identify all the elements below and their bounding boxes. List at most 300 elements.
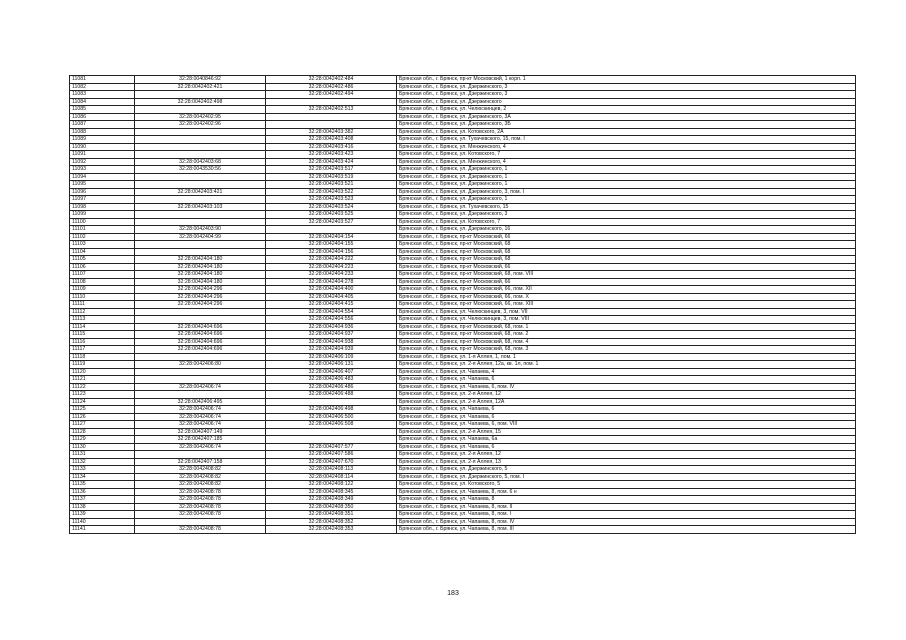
address-cell: Брянская обл., г. Брянск, ул. 2-я Аллея, 13 [397, 458, 856, 466]
table-row [70, 151, 856, 159]
row-number-cell: 11103 [70, 241, 135, 249]
row-number-cell: 11141 [70, 526, 135, 534]
address-cell: Брянская обл., г. Брянск, ул. Дзержинского, 3 [397, 83, 856, 91]
object-cadastral-cell: 32:28:0042404:222 [266, 256, 397, 264]
object-cadastral-cell: 32:28:0042404:156 [266, 248, 397, 256]
table-row [70, 248, 856, 256]
table-row [70, 286, 856, 294]
row-number-cell: 11128 [70, 428, 135, 436]
parcel-cadastral-cell: 32:28:0042403:68 [135, 158, 266, 166]
object-cadastral-cell: 32:28:0042403:522 [266, 188, 397, 196]
object-cadastral-cell: 32:28:0042406:407 [266, 368, 397, 376]
row-number-cell: 11105 [70, 256, 135, 264]
parcel-cadastral-cell: 32:28:0042406:74 [135, 383, 266, 391]
table-row [70, 196, 856, 204]
table-row [70, 496, 856, 504]
row-number-cell: 11129 [70, 436, 135, 444]
object-cadastral-cell [266, 436, 397, 444]
address-cell: Брянская обл., г. Брянск, пр-кт Московский, 66, пом. XII [397, 286, 856, 294]
row-number-cell: 11108 [70, 278, 135, 286]
object-cadastral-cell: 32:28:0042404:400 [266, 286, 397, 294]
parcel-cadastral-cell: 32:28:0040846:92 [135, 76, 266, 84]
table-row [70, 293, 856, 301]
row-number-cell: 11113 [70, 316, 135, 324]
table-row [70, 181, 856, 189]
parcel-cadastral-cell: 32:28:0042408:82 [135, 466, 266, 474]
address-cell: Брянская обл., г. Брянск, ул. Котовского, 2А [397, 128, 856, 136]
register-table [69, 75, 856, 534]
address-cell: Брянская обл., г. Брянск, пр-кт Московский, 68 [397, 241, 856, 249]
parcel-cadastral-cell: 32:28:0042404:296 [135, 301, 266, 309]
table-row [70, 83, 856, 91]
parcel-cadastral-cell [135, 308, 266, 316]
parcel-cadastral-cell [135, 91, 266, 99]
parcel-cadastral-cell: 32:28:0042403:421 [135, 188, 266, 196]
address-cell: Брянская обл., г. Брянск, ул. 2-я Аллея, 12 [397, 391, 856, 399]
table-row [70, 361, 856, 369]
row-number-cell: 11087 [70, 121, 135, 129]
row-number-cell: 11112 [70, 308, 135, 316]
parcel-cadastral-cell: 32:28:0042407:185 [135, 436, 266, 444]
parcel-cadastral-cell: 32:28:0042408:82 [135, 473, 266, 481]
row-number-cell: 11126 [70, 413, 135, 421]
parcel-cadastral-cell [135, 181, 266, 189]
table-row [70, 166, 856, 174]
row-number-cell: 11116 [70, 338, 135, 346]
parcel-cadastral-cell [135, 518, 266, 526]
table-row [70, 323, 856, 331]
object-cadastral-cell: 32:28:0042403:524 [266, 203, 397, 211]
object-cadastral-cell: 32:28:0042406:131 [266, 361, 397, 369]
object-cadastral-cell: 32:28:0042403:519 [266, 173, 397, 181]
address-cell: Брянская обл., г. Брянск, ул. Дзержинского, 1 [397, 196, 856, 204]
parcel-cadastral-cell: 32:28:0042406:74 [135, 421, 266, 429]
table-row [70, 503, 856, 511]
table-row [70, 368, 856, 376]
parcel-cadastral-cell [135, 218, 266, 226]
table-row [70, 211, 856, 219]
table-row [70, 413, 856, 421]
row-number-cell: 11114 [70, 323, 135, 331]
parcel-cadastral-cell: 32:28:0042404:296 [135, 286, 266, 294]
address-cell: Брянская обл., г. Брянск, ул. Дзержинского, 1 [397, 173, 856, 181]
table-row [70, 143, 856, 151]
object-cadastral-cell: 32:28:0042406:483 [266, 376, 397, 384]
object-cadastral-cell: 32:28:0042404:556 [266, 316, 397, 324]
row-number-cell: 11098 [70, 203, 135, 211]
parcel-cadastral-cell: 32:28:0042406:495 [135, 398, 266, 406]
table-row [70, 458, 856, 466]
row-number-cell: 11096 [70, 188, 135, 196]
parcel-cadastral-cell [135, 368, 266, 376]
table-row [70, 113, 856, 121]
parcel-cadastral-cell [135, 248, 266, 256]
table-row [70, 91, 856, 99]
table-row [70, 226, 856, 234]
parcel-cadastral-cell: 32:28:0042403:103 [135, 203, 266, 211]
object-cadastral-cell: 32:28:0042408:352 [266, 518, 397, 526]
object-cadastral-cell: 32:28:0042408:113 [266, 466, 397, 474]
row-number-cell: 11140 [70, 518, 135, 526]
row-number-cell: 11110 [70, 293, 135, 301]
address-cell: Брянская обл., г. Брянск, пр-кт Московский, 1 корп. 1 [397, 76, 856, 84]
address-cell: Брянская обл., г. Брянск, ул. Чапаева, 8, пом. III [397, 526, 856, 534]
table-row [70, 398, 856, 406]
object-cadastral-cell [266, 98, 397, 106]
object-cadastral-cell: 32:28:0042408:345 [266, 488, 397, 496]
object-cadastral-cell: 32:28:0042406:109 [266, 353, 397, 361]
row-number-cell: 11127 [70, 421, 135, 429]
row-number-cell: 11088 [70, 128, 135, 136]
row-number-cell: 11121 [70, 376, 135, 384]
table-row [70, 511, 856, 519]
table-row [70, 241, 856, 249]
address-cell: Брянская обл., г. Брянск, ул. Дзержинского, 1 [397, 166, 856, 174]
row-number-cell: 11124 [70, 398, 135, 406]
object-cadastral-cell: 32:28:0042404:554 [266, 308, 397, 316]
address-cell: Брянская обл., г. Брянск, ул. Чапаева, 8 [397, 496, 856, 504]
parcel-cadastral-cell: 32:28:0042408:78 [135, 496, 266, 504]
parcel-cadastral-cell: 32:28:0042404:696 [135, 323, 266, 331]
row-number-cell: 11106 [70, 263, 135, 271]
table-row [70, 353, 856, 361]
table-row [70, 383, 856, 391]
parcel-cadastral-cell: 32:28:0042406:74 [135, 443, 266, 451]
table-row [70, 271, 856, 279]
row-number-cell: 11118 [70, 353, 135, 361]
table-row [70, 301, 856, 309]
object-cadastral-cell: 32:28:0042404:939 [266, 346, 397, 354]
row-number-cell: 11123 [70, 391, 135, 399]
object-cadastral-cell: 32:28:0042407:586 [266, 451, 397, 459]
row-number-cell: 11117 [70, 346, 135, 354]
parcel-cadastral-cell: 32:28:0042404:296 [135, 293, 266, 301]
object-cadastral-cell: 32:28:0042404:415 [266, 301, 397, 309]
parcel-cadastral-cell: 32:28:0042407:158 [135, 458, 266, 466]
table-row [70, 76, 856, 84]
table-row [70, 128, 856, 136]
parcel-cadastral-cell: 32:28:0042402:421 [135, 83, 266, 91]
object-cadastral-cell: 32:28:0042406:488 [266, 391, 397, 399]
row-number-cell: 11135 [70, 481, 135, 489]
table-row [70, 518, 856, 526]
address-cell: Брянская обл., г. Брянск, ул. Чапаева, 6 [397, 413, 856, 421]
object-cadastral-cell: 32:28:0042402:484 [266, 76, 397, 84]
object-cadastral-cell: 32:28:0042408:350 [266, 503, 397, 511]
address-cell: Брянская обл., г. Брянск, пр-кт Московский, 68 [397, 248, 856, 256]
parcel-cadastral-cell [135, 136, 266, 144]
object-cadastral-cell: 32:28:0042403:416 [266, 143, 397, 151]
parcel-cadastral-cell: 32:28:0042408:78 [135, 488, 266, 496]
address-cell: Брянская обл., г. Брянск, ул. 2-я Аллея, 12а, кв. 1л, пом. 1 [397, 361, 856, 369]
row-number-cell: 11122 [70, 383, 135, 391]
object-cadastral-cell: 32:28:0042407:577 [266, 443, 397, 451]
object-cadastral-cell: 32:28:0042404:937 [266, 331, 397, 339]
address-cell: Брянская обл., г. Брянск, пр-кт Московский, 66 [397, 278, 856, 286]
object-cadastral-cell: 32:28:0042404:405 [266, 293, 397, 301]
address-cell: Брянская обл., г. Брянск, пр-кт Московский, 66, пом. XIII [397, 301, 856, 309]
address-cell: Брянская обл., г. Брянск, ул. Чапаева, 8, пом. IV [397, 518, 856, 526]
object-cadastral-cell [266, 121, 397, 129]
row-number-cell: 11099 [70, 211, 135, 219]
address-cell: Брянская обл., г. Брянск, пр-кт Московский, 68, пом. VIII [397, 271, 856, 279]
address-cell: Брянская обл., г. Брянск, пр-кт Московский, 68, пом. 2 [397, 331, 856, 339]
table-row [70, 121, 856, 129]
address-cell: Брянская обл., г. Брянск, ул. Котовского, 5 [397, 481, 856, 489]
object-cadastral-cell: 32:28:0042404:938 [266, 338, 397, 346]
object-cadastral-cell: 32:28:0042404:278 [266, 278, 397, 286]
object-cadastral-cell: 32:28:0042403:521 [266, 181, 397, 189]
table-row [70, 436, 856, 444]
table-row [70, 406, 856, 414]
address-cell: Брянская обл., г. Брянск, пр-кт Московский, 66 [397, 263, 856, 271]
parcel-cadastral-cell: 32:28:0042404:696 [135, 331, 266, 339]
address-cell: Брянская обл., г. Брянск, ул. Чапаева, 8, пом. 6 н [397, 488, 856, 496]
table-row [70, 473, 856, 481]
address-cell: Брянская обл., г. Брянск, пр-кт Московский, 66 [397, 233, 856, 241]
table-row [70, 488, 856, 496]
address-cell: Брянская обл., г. Брянск, ул. Дзержинского, 3 [397, 211, 856, 219]
row-number-cell: 11131 [70, 451, 135, 459]
table-row [70, 106, 856, 114]
row-number-cell: 11119 [70, 361, 135, 369]
parcel-cadastral-cell: 32:28:0042408:78 [135, 526, 266, 534]
row-number-cell: 11093 [70, 166, 135, 174]
address-cell: Брянская обл., г. Брянск, ул. Дзержинского, 3, пом. I [397, 188, 856, 196]
object-cadastral-cell: 32:28:0042402:486 [266, 83, 397, 91]
parcel-cadastral-cell [135, 316, 266, 324]
table-row [70, 481, 856, 489]
object-cadastral-cell: 32:28:0042403:525 [266, 211, 397, 219]
address-cell: Брянская обл., г. Брянск, ул. Тухачевского, 15 [397, 203, 856, 211]
table-row [70, 391, 856, 399]
table-row [70, 526, 856, 534]
parcel-cadastral-cell [135, 128, 266, 136]
row-number-cell: 11090 [70, 143, 135, 151]
address-cell: Брянская обл., г. Брянск, ул. Дзержинского, 5, пом. I [397, 473, 856, 481]
object-cadastral-cell: 32:28:0042404:223 [266, 263, 397, 271]
row-number-cell: 11125 [70, 406, 135, 414]
parcel-cadastral-cell [135, 151, 266, 159]
parcel-cadastral-cell: 32:28:0042402:96 [135, 121, 266, 129]
row-number-cell: 11091 [70, 151, 135, 159]
table-row [70, 98, 856, 106]
object-cadastral-cell: 32:28:0042402:513 [266, 106, 397, 114]
table-row [70, 338, 856, 346]
page-number: 183 [447, 590, 459, 597]
row-number-cell: 11082 [70, 83, 135, 91]
row-number-cell: 11130 [70, 443, 135, 451]
object-cadastral-cell: 32:28:0042406:486 [266, 383, 397, 391]
table-row [70, 451, 856, 459]
address-cell: Брянская обл., г. Брянск, ул. Чапаева, 8, пом. I [397, 511, 856, 519]
object-cadastral-cell: 32:28:0042408:349 [266, 496, 397, 504]
address-cell: Брянская обл., г. Брянск, ул. Чапаева, 6 [397, 376, 856, 384]
parcel-cadastral-cell [135, 241, 266, 249]
table-row [70, 308, 856, 316]
object-cadastral-cell: 32:28:0042408:353 [266, 526, 397, 534]
row-number-cell: 11097 [70, 196, 135, 204]
object-cadastral-cell [266, 428, 397, 436]
row-number-cell: 11139 [70, 511, 135, 519]
table-row [70, 428, 856, 436]
parcel-cadastral-cell: 32:28:0042402:498 [135, 98, 266, 106]
parcel-cadastral-cell: 32:28:0042408:82 [135, 481, 266, 489]
table-row [70, 136, 856, 144]
address-cell: Брянская обл., г. Брянск, ул. Челюскинцев, 3, пом. VIII [397, 316, 856, 324]
object-cadastral-cell: 32:28:0042404:936 [266, 323, 397, 331]
row-number-cell: 11137 [70, 496, 135, 504]
table-row [70, 466, 856, 474]
object-cadastral-cell: 32:28:0042404:155 [266, 241, 397, 249]
parcel-cadastral-cell: 32:28:0043530:56 [135, 166, 266, 174]
object-cadastral-cell [266, 398, 397, 406]
row-number-cell: 11094 [70, 173, 135, 181]
table-row [70, 346, 856, 354]
object-cadastral-cell: 32:28:0042403:423 [266, 151, 397, 159]
table-row [70, 443, 856, 451]
parcel-cadastral-cell: 32:28:0042408:78 [135, 511, 266, 519]
parcel-cadastral-cell: 32:28:0042404:99 [135, 233, 266, 241]
parcel-cadastral-cell [135, 391, 266, 399]
row-number-cell: 11085 [70, 106, 135, 114]
row-number-cell: 11086 [70, 113, 135, 121]
object-cadastral-cell: 32:28:0042406:508 [266, 421, 397, 429]
parcel-cadastral-cell [135, 376, 266, 384]
address-cell: Брянская обл., г. Брянск, ул. Дзержинского, 16 [397, 226, 856, 234]
address-cell: Брянская обл., г. Брянск, ул. 2-я Аллея, 12 [397, 451, 856, 459]
address-cell: Брянская обл., г. Брянск, ул. Дзержинского [397, 98, 856, 106]
address-cell: Брянская обл., г. Брянск, пр-кт Московский, 68 [397, 256, 856, 264]
object-cadastral-cell: 32:28:0042408:114 [266, 473, 397, 481]
parcel-cadastral-cell: 32:28:0042407:149 [135, 428, 266, 436]
row-number-cell: 11092 [70, 158, 135, 166]
object-cadastral-cell: 32:28:0042406:500 [266, 413, 397, 421]
table-row [70, 158, 856, 166]
address-cell: Брянская обл., г. Брянск, ул. Дзержинского, 3 [397, 91, 856, 99]
parcel-cadastral-cell: 32:28:0042403:90 [135, 226, 266, 234]
address-cell: Брянская обл., г. Брянск, пр-кт Московский, 66, пом. X [397, 293, 856, 301]
row-number-cell: 11138 [70, 503, 135, 511]
address-cell: Брянская обл., г. Брянск, ул. Дзержинского, 1 [397, 181, 856, 189]
object-cadastral-cell: 32:28:0042403:523 [266, 196, 397, 204]
row-number-cell: 11081 [70, 76, 135, 84]
row-number-cell: 11120 [70, 368, 135, 376]
row-number-cell: 11109 [70, 286, 135, 294]
parcel-cadastral-cell: 32:28:0042404:696 [135, 338, 266, 346]
object-cadastral-cell: 32:28:0042403:424 [266, 158, 397, 166]
row-number-cell: 11083 [70, 91, 135, 99]
object-cadastral-cell: 32:28:0042403:382 [266, 128, 397, 136]
parcel-cadastral-cell [135, 451, 266, 459]
table-row [70, 188, 856, 196]
address-cell: Брянская обл., г. Брянск, пр-кт Московский, 68, пом. 4 [397, 338, 856, 346]
row-number-cell: 11133 [70, 466, 135, 474]
address-cell: Брянская обл., г. Брянск, ул. Челюскинцев, 2 [397, 106, 856, 114]
row-number-cell: 11101 [70, 226, 135, 234]
object-cadastral-cell: 32:28:0042402:494 [266, 91, 397, 99]
parcel-cadastral-cell: 32:28:0042404:180 [135, 271, 266, 279]
address-cell: Брянская обл., г. Брянск, ул. Чапаева, 8, пом. II [397, 503, 856, 511]
table-row [70, 218, 856, 226]
table-row [70, 256, 856, 264]
address-cell: Брянская обл., г. Брянск, пр-кт Московский, 68, пом. 1 [397, 323, 856, 331]
row-number-cell: 11095 [70, 181, 135, 189]
address-cell: Брянская обл., г. Брянск, ул. Котовского, 7 [397, 151, 856, 159]
register-table-container [69, 75, 835, 534]
row-number-cell: 11111 [70, 301, 135, 309]
address-cell: Брянская обл., г. Брянск, ул. Тухачевского, 15, пом. I [397, 136, 856, 144]
parcel-cadastral-cell: 32:28:0042404:180 [135, 263, 266, 271]
row-number-cell: 11134 [70, 473, 135, 481]
address-cell: Брянская обл., г. Брянск, пр-кт Московский, 68, пом. 3 [397, 346, 856, 354]
table-row [70, 263, 856, 271]
address-cell: Брянская обл., г. Брянск, ул. Дзержинского, 3А [397, 113, 856, 121]
parcel-cadastral-cell: 32:28:0042408:78 [135, 503, 266, 511]
address-cell: Брянская обл., г. Брянск, ул. Чапаева, 4 [397, 368, 856, 376]
row-number-cell: 11102 [70, 233, 135, 241]
address-cell: Брянская обл., г. Брянск, ул. Чапаева, 6а [397, 436, 856, 444]
object-cadastral-cell: 32:28:0042403:408 [266, 136, 397, 144]
table-row [70, 278, 856, 286]
address-cell: Брянская обл., г. Брянск, ул. Дзержинского, 3Б [397, 121, 856, 129]
address-cell: Брянская обл., г. Брянск, ул. 2-я Аллея, 15 [397, 428, 856, 436]
parcel-cadastral-cell [135, 143, 266, 151]
address-cell: Брянская обл., г. Брянск, ул. Менжинского, 4 [397, 158, 856, 166]
object-cadastral-cell: 32:28:0042407:670 [266, 458, 397, 466]
parcel-cadastral-cell [135, 173, 266, 181]
object-cadastral-cell: 32:28:0042403:517 [266, 166, 397, 174]
row-number-cell: 11132 [70, 458, 135, 466]
address-cell: Брянская обл., г. Брянск, ул. Котовского, 7 [397, 218, 856, 226]
object-cadastral-cell [266, 113, 397, 121]
parcel-cadastral-cell: 32:28:0042404:180 [135, 256, 266, 264]
register-table-body [70, 76, 856, 534]
address-cell: Брянская обл., г. Брянск, ул. Менжинского, 4 [397, 143, 856, 151]
parcel-cadastral-cell [135, 196, 266, 204]
object-cadastral-cell: 32:28:0042408:122 [266, 481, 397, 489]
table-row [70, 331, 856, 339]
parcel-cadastral-cell: 32:28:0042406:74 [135, 406, 266, 414]
parcel-cadastral-cell: 32:28:0042406:74 [135, 413, 266, 421]
address-cell: Брянская обл., г. Брянск, ул. 1-я Аллея, 1, пом. 1 [397, 353, 856, 361]
address-cell: Брянская обл., г. Брянск, ул. Чапаева, 6, пом. VIII [397, 421, 856, 429]
object-cadastral-cell: 32:28:0042403:527 [266, 218, 397, 226]
parcel-cadastral-cell [135, 353, 266, 361]
object-cadastral-cell: 32:28:0042406:498 [266, 406, 397, 414]
table-row [70, 316, 856, 324]
object-cadastral-cell [266, 226, 397, 234]
table-row [70, 203, 856, 211]
row-number-cell: 11089 [70, 136, 135, 144]
object-cadastral-cell: 32:28:0042404:154 [266, 233, 397, 241]
parcel-cadastral-cell: 32:28:0042402:95 [135, 113, 266, 121]
row-number-cell: 11107 [70, 271, 135, 279]
address-cell: Брянская обл., г. Брянск, ул. 2-я Аллея, 12А [397, 398, 856, 406]
table-row [70, 233, 856, 241]
parcel-cadastral-cell: 32:28:0042404:180 [135, 278, 266, 286]
row-number-cell: 11084 [70, 98, 135, 106]
table-row [70, 421, 856, 429]
row-number-cell: 11115 [70, 331, 135, 339]
table-row [70, 173, 856, 181]
table-row [70, 376, 856, 384]
row-number-cell: 11100 [70, 218, 135, 226]
object-cadastral-cell: 32:28:0042408:351 [266, 511, 397, 519]
row-number-cell: 11104 [70, 248, 135, 256]
parcel-cadastral-cell: 32:28:0042404:696 [135, 346, 266, 354]
address-cell: Брянская обл., г. Брянск, ул. Чапаева, 6, пом. IV [397, 383, 856, 391]
